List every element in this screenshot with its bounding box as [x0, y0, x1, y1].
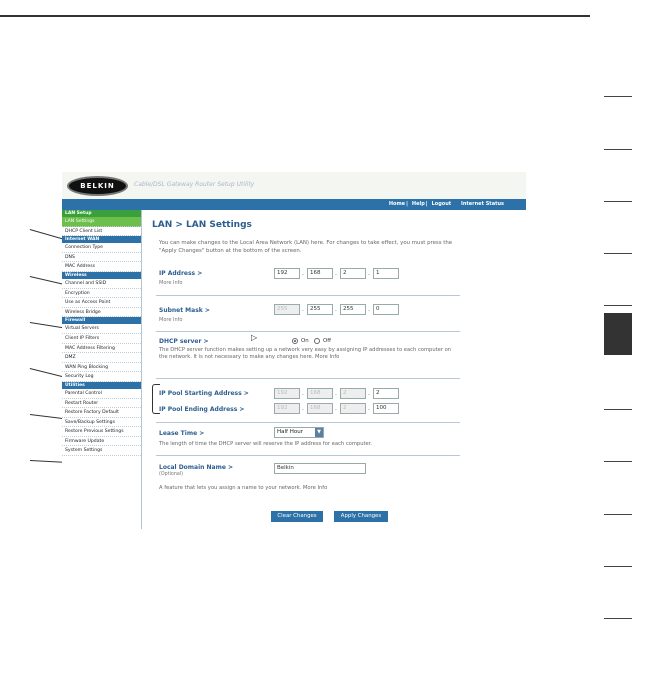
- domain-optional-label: (Optional): [159, 472, 184, 477]
- sidebar-heading-utilities: Utilities: [62, 382, 141, 389]
- pool-start-octet-2: 168: [307, 388, 333, 399]
- subnet-octet-4[interactable]: 0: [373, 304, 399, 315]
- pool-end-octet-1: 192: [274, 403, 300, 414]
- ip-octet-1[interactable]: 192: [274, 268, 300, 279]
- dhcp-description: The DHCP server function makes setting up a network very easy by assigning IP addresses to each computer on the network. It is not necessary to make any changes here. More Info: [159, 347, 452, 360]
- lease-time-label: Lease Time >: [159, 430, 205, 437]
- divider: [156, 331, 460, 332]
- domain-name-label: Local Domain Name >: [159, 464, 234, 471]
- sidebar-item-restore-previous[interactable]: Restore Previous Settings: [62, 427, 141, 437]
- sidebar-item-system-settings[interactable]: System Settings: [62, 446, 141, 456]
- pool-start-octet-1: 192: [274, 388, 300, 399]
- sidebar-item-channel-ssid[interactable]: Channel and SSID: [62, 279, 141, 289]
- chapter-tick: [604, 566, 632, 567]
- subnet-mask-label: Subnet Mask >: [159, 307, 210, 314]
- header-bar: [62, 172, 526, 199]
- nav-logout-link[interactable]: Logout: [431, 201, 452, 207]
- sidebar: [62, 210, 142, 529]
- subnet-octet-3[interactable]: 255: [340, 304, 366, 315]
- divider: [156, 378, 460, 379]
- sidebar-item-mac-address[interactable]: MAC Address: [62, 262, 141, 272]
- sidebar-item-dns[interactable]: DNS: [62, 253, 141, 263]
- sidebar-item-wan-ping-blocking[interactable]: WAN Ping Blocking: [62, 363, 141, 373]
- dhcp-off-label: Off: [323, 338, 331, 344]
- nav-internet-status-link[interactable]: Internet Status: [460, 201, 504, 207]
- clear-changes-button[interactable]: Clear Changes: [271, 511, 323, 522]
- dhcp-on-radio[interactable]: [292, 338, 298, 344]
- sidebar-item-mac-filtering[interactable]: MAC Address Filtering: [62, 344, 141, 354]
- sidebar-heading-wan: Internet WAN: [62, 236, 141, 243]
- sidebar-item-lan-settings[interactable]: LAN Settings: [62, 217, 141, 227]
- sidebar-heading-lan: LAN Setup: [62, 210, 141, 217]
- lease-time-description: The length of time the DHCP server will reserve the IP address for each computer.: [159, 441, 373, 447]
- belkin-logo: BELKIN: [67, 176, 128, 196]
- sidebar-item-security-log[interactable]: Security Log: [62, 372, 141, 382]
- sidebar-item-restart-router[interactable]: Restart Router: [62, 399, 141, 409]
- intro-text: You can make changes to the Local Area Network (LAN) here. For changes to take effect, you must press the "Apply Changes" button at the bottom of the screen.: [159, 240, 453, 254]
- dhcp-on-label: On: [301, 338, 309, 344]
- sidebar-item-firmware-update[interactable]: Firmware Update: [62, 437, 141, 447]
- sidebar-item-dhcp-client-list[interactable]: DHCP Client List: [62, 227, 141, 237]
- page-top-rule: [0, 15, 590, 17]
- chapter-tab-active: [604, 313, 632, 355]
- subnet-octet-2[interactable]: 255: [307, 304, 333, 315]
- sidebar-item-wireless-bridge[interactable]: Wireless Bridge: [62, 308, 141, 318]
- mouse-cursor-icon: ▷: [251, 333, 258, 342]
- chapter-tick: [604, 96, 632, 97]
- subnet-octet-1: 255: [274, 304, 300, 315]
- pool-end-octet-3: 2: [340, 403, 366, 414]
- sidebar-item-save-backup[interactable]: Save/Backup Settings: [62, 418, 141, 428]
- sidebar-item-parental-control[interactable]: Parental Control: [62, 389, 141, 399]
- chapter-tick: [604, 618, 632, 619]
- domain-name-input[interactable]: Belkin: [274, 463, 366, 474]
- apply-changes-button[interactable]: Apply Changes: [334, 511, 388, 522]
- chevron-down-icon: ▼: [315, 428, 323, 437]
- sidebar-heading-firewall: Firewall: [62, 317, 141, 324]
- sidebar-item-connection-type[interactable]: Connection Type: [62, 243, 141, 253]
- pool-bracket: [152, 384, 160, 414]
- ip-octet-2[interactable]: 168: [307, 268, 333, 279]
- sidebar-item-access-point[interactable]: Use as Access Point: [62, 298, 141, 308]
- pool-end-octet-4[interactable]: 100: [373, 403, 399, 414]
- nav-help-link[interactable]: Help: [411, 201, 425, 207]
- ip-octet-4[interactable]: 1: [373, 268, 399, 279]
- lease-time-select[interactable]: [274, 427, 324, 438]
- pool-end-octet-2: 168: [307, 403, 333, 414]
- top-nav: Home| Help| Logout Internet Status: [62, 199, 526, 210]
- chapter-tick: [604, 253, 632, 254]
- chapter-tick: [604, 461, 632, 462]
- dhcp-server-label: DHCP server >: [159, 338, 209, 345]
- sidebar-item-restore-factory[interactable]: Restore Factory Default: [62, 408, 141, 418]
- sidebar-item-virtual-servers[interactable]: Virtual Servers: [62, 324, 141, 334]
- chapter-tick: [604, 305, 632, 306]
- dhcp-off-radio[interactable]: [314, 338, 320, 344]
- sidebar-item-encryption[interactable]: Encryption: [62, 289, 141, 299]
- router-setup-window: [62, 172, 526, 529]
- divider: [156, 295, 460, 296]
- sidebar-item-dmz[interactable]: DMZ: [62, 353, 141, 363]
- divider: [156, 422, 460, 423]
- chapter-tick: [604, 514, 632, 515]
- nav-home-link[interactable]: Home: [388, 201, 406, 207]
- sidebar-item-client-ip-filters[interactable]: Client IP Filters: [62, 334, 141, 344]
- pool-start-label: IP Pool Starting Address >: [159, 390, 249, 397]
- domain-description: A feature that lets you assign a name to your network. More Info: [159, 485, 328, 491]
- utility-title: Cable/DSL Gateway Router Setup Utility: [134, 181, 255, 188]
- pool-start-octet-4[interactable]: 2: [373, 388, 399, 399]
- chapter-tick: [604, 409, 632, 410]
- lease-time-value: Half Hour: [277, 429, 303, 435]
- ip-address-more-info[interactable]: More Info: [159, 280, 183, 286]
- pool-end-label: IP Pool Ending Address >: [159, 406, 245, 413]
- chapter-tick: [604, 149, 632, 150]
- sidebar-heading-wireless: Wireless: [62, 272, 141, 279]
- ip-octet-3[interactable]: 2: [340, 268, 366, 279]
- page-title: LAN > LAN Settings: [152, 220, 252, 230]
- subnet-mask-more-info[interactable]: More Info: [159, 317, 183, 323]
- main-content: LAN > LAN Settings You can make changes to the Local Area Network (LAN) here. For changes to take effect, you must press the "Apply Changes" button at the bottom of the screen. IP Address > More Info 192 . 168 . 2 . 1 Subnet Mask > More Info 255 . 255 . 255 . 0 DHCP server > On Off ▷ The DHCP server function makes setting up a network very easy by assigning IP addresses to each computer on the network. It is not necessary to make any changes here. More Info IP Pool Starting Address > 192 . 168 . 2 . 2 IP Pool Ending Address > 192 . 168 . 2 . 100 Lease Time > Half Hour ▼ The length of time the DHCP server will reserve the IP address for each computer. Local Domain Name > (Optional) Belkin A feature that lets you assign a name to your network. More Info Clear Changes Apply Changes: [148, 210, 520, 529]
- chapter-tick: [604, 201, 632, 202]
- divider: [156, 455, 460, 456]
- pool-start-octet-3: 2: [340, 388, 366, 399]
- ip-address-label: IP Address >: [159, 270, 203, 277]
